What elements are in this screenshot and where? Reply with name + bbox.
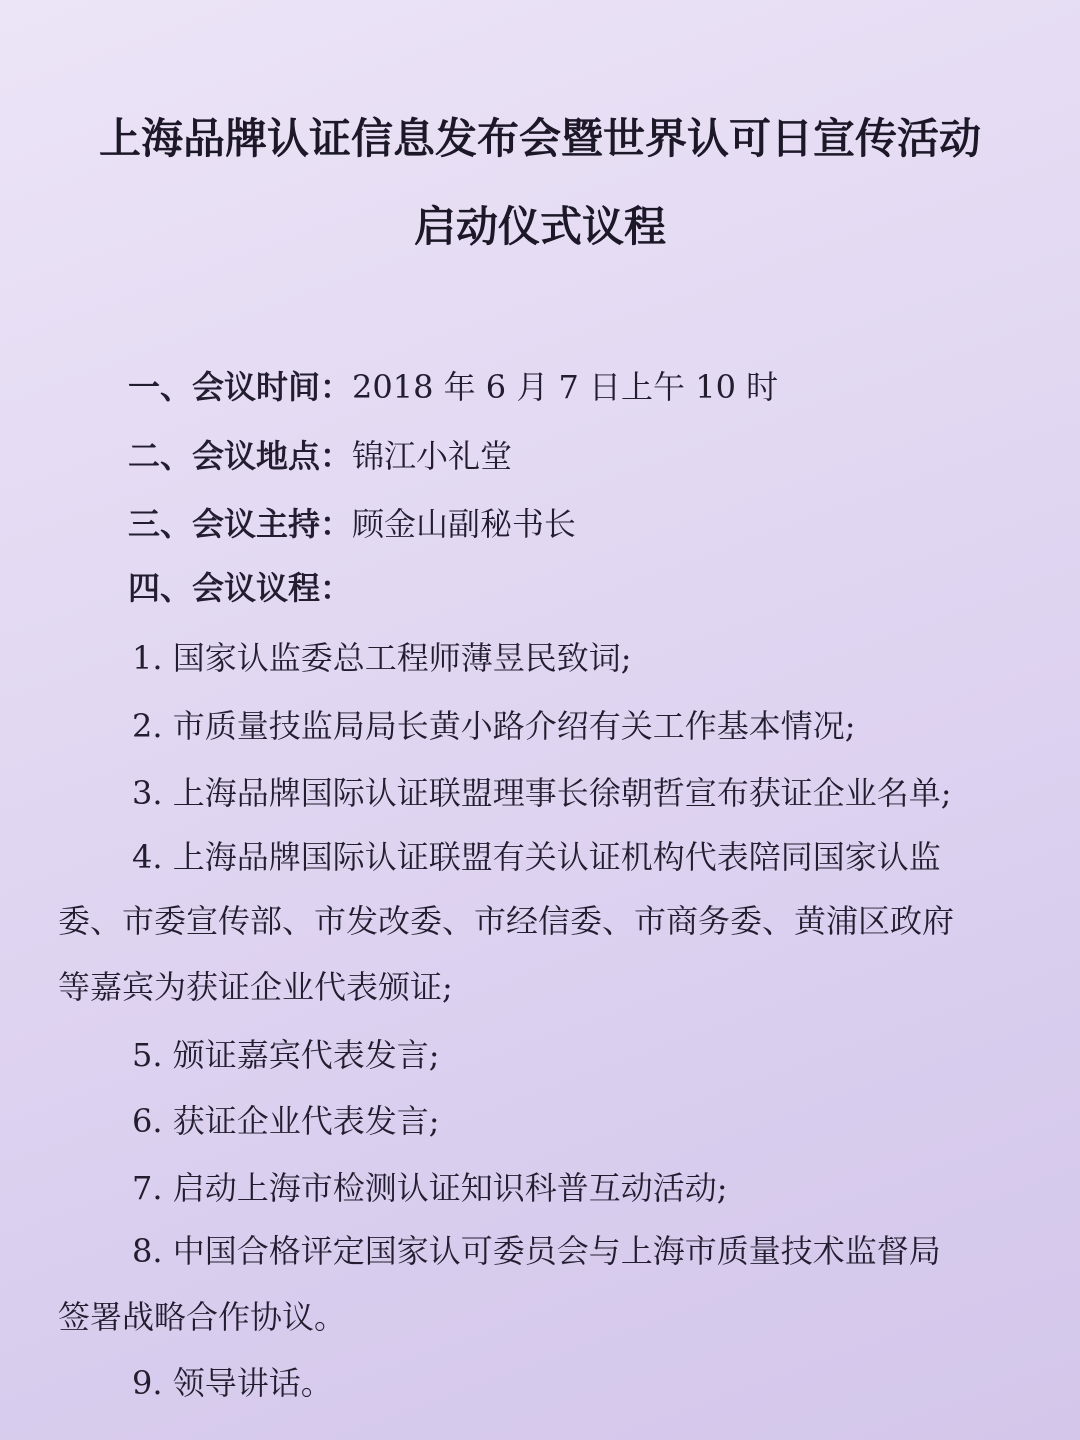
agenda-item-6: 6. 获证企业代表发言; [132,1102,440,1140]
section-meeting-host [128,499,576,545]
section-meeting-agenda [128,563,352,609]
agenda-item-8-continuation: 签署战略合作协议。 [58,1298,347,1336]
document-title-line-1: 上海品牌认证信息发布会暨世界认可日宣传活动 [98,114,981,163]
section-label: 四、会议议程： [128,569,353,607]
section-value: 顾金山副秘书长 [352,505,577,543]
section-label: 一、会议时间： [128,368,353,406]
document-title-line-2: 启动仪式议程 [413,202,666,251]
section-value: 锦江小礼堂 [352,437,513,475]
agenda-item-1: 1. 国家认监委总工程师薄昱民致词; [132,639,632,677]
section-meeting-place [128,431,512,477]
agenda-item-5: 5. 颁证嘉宾代表发言; [132,1036,440,1074]
section-label: 二、会议地点： [128,437,353,475]
agenda-item-4: 4. 上海品牌国际认证联盟有关认证机构代表陪同国家认监 [132,838,941,876]
section-label: 三、会议主持： [128,505,353,543]
agenda-item-4-continuation: 等嘉宾为获证企业代表颁证; [58,968,453,1006]
agenda-item-9: 9. 领导讲话。 [132,1364,333,1402]
agenda-item-8: 8. 中国合格评定国家认可委员会与上海市质量技术监督局 [132,1232,941,1270]
section-value: 2018 年 6 月 7 日上午 10 时 [352,368,779,406]
agenda-item-4-continuation: 委、市委宣传部、市发改委、市经信委、市商务委、黄浦区政府 [58,902,955,940]
agenda-item-2: 2. 市质量技监局局长黄小路介绍有关工作基本情况; [132,707,856,745]
agenda-item-7: 7. 启动上海市检测认证知识科普互动活动; [132,1169,728,1207]
agenda-item-3: 3. 上海品牌国际认证联盟理事长徐朝哲宣布获证企业名单; [132,774,952,812]
section-meeting-time [128,362,778,408]
